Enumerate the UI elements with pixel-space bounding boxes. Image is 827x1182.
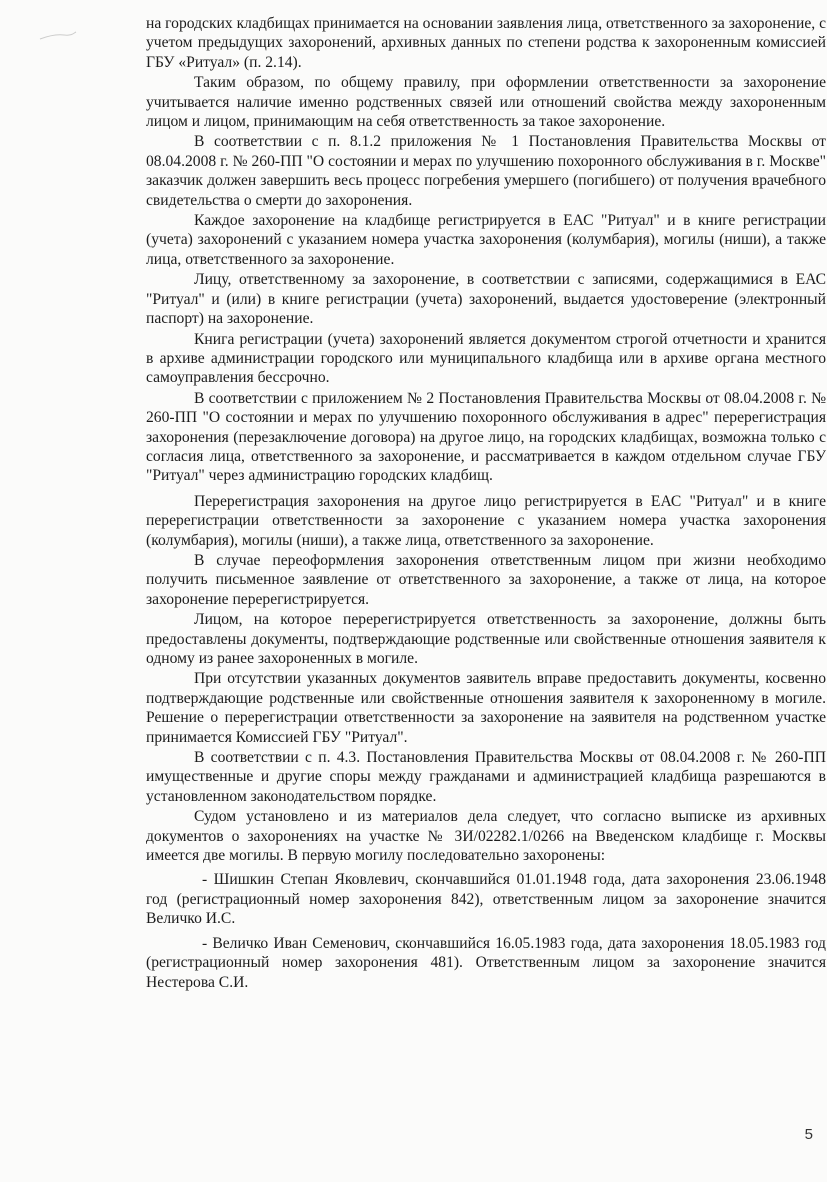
paragraph: Судом установлено и из материалов дела следует, что согласно выписке из архивных документов о захоронениях на участке № ЗИ/02282.1/0266 на Введенском кладбище г. Москвы имеется две могилы. В первую могилу последовательно захоронены: bbox=[146, 808, 826, 865]
paragraph: При отсутствии указанных документов заявитель вправе предоставить документы, косвенно подтверждающие родственные или свойственные отношения заявителя к захороненному в могиле. Решение о перерегистрации ответственности за захоронение на заявителя на родственном участке принимается Комиссией ГБУ "Ритуал". bbox=[146, 670, 826, 746]
paragraph: В случае переоформления захоронения ответственным лицом при жизни необходимо получить письменное заявление от ответственного за захоронение, а также от лица, на которое захоронение перерегистрируется. bbox=[146, 551, 826, 608]
list-item: - Величко Иван Семенович, скончавшийся 16.05.1983 года, дата захоронения 18.05.1983 год (регистрационный номер захоронения 481). Ответственным лицом за захоронение значится Нестерова С.И. bbox=[146, 934, 826, 991]
paragraph: Таким образом, по общему правилу, при оформлении ответственности за захоронение учитывается наличие именно родственных связей или отношений свойства между захороненным лицом и лицом, принимающим на себя ответственность за такое захоронение. bbox=[146, 74, 826, 131]
scan-artifact-icon bbox=[38, 30, 78, 42]
list-item: - Шишкин Степан Яковлевич, скончавшийся 01.01.1948 года, дата захоронения 23.06.1948 год (регистрационный номер захоронения 842), ответственным лицом за захоронение значится Величко И.С. bbox=[146, 871, 826, 928]
paragraph: Лицом, на которое перерегистрируется ответственность за захоронение, должны быть предоставлены документы, подтверждающие родственные или свойственные отношения заявителя к одному из ранее захороненных в могиле. bbox=[146, 611, 826, 667]
page-number: 5 bbox=[804, 1126, 813, 1143]
paragraph: на городских кладбищах принимается на основании заявления лица, ответственного за захоронение, с учетом предыдущих захоронений, архивных данных по степени родства к захороненным комиссией ГБУ «Ритуал» (п. 2.14). bbox=[146, 15, 826, 71]
document-body bbox=[146, 14, 826, 993]
paragraph: Каждое захоронение на кладбище регистрируется в ЕАС "Ритуал" и в книге регистрации (учета) захоронений с указанием номера участка захоронения (колумбария), могилы (ниши), а также лица, ответственного за захоронение. bbox=[146, 212, 826, 268]
paragraph: В соответствии с приложением № 2 Постановления Правительства Москвы от 08.04.2008 г. № 260-ПП "О состоянии и мерах по улучшению похоронного обслуживания в адрес" перерегистрация захоронения (перезаключение договора) на другое лицо, на городских кладбищах, возможна только с согласия лица, ответственного за захоронение, и рассматривается в каждом отдельном случае ГБУ "Ритуал" через администрацию городских кладбищ. bbox=[146, 389, 826, 485]
paragraph: Перерегистрация захоронения на другое лицо регистрируется в ЕАС "Ритуал" и в книге перерегистрации ответственности за захоронение с указанием номера участка захоронения (колумбария), могилы (ниши), а также лица, ответственного за захоронение. bbox=[146, 492, 826, 549]
paragraph: В соответствии с п. 4.3. Постановления Правительства Москвы от 08.04.2008 г. № 260-ПП имущественные и другие споры между гражданами и администрацией кладбища разрешаются в установленном законодательством порядке. bbox=[146, 749, 826, 805]
paragraph: Книга регистрации (учета) захоронений является документом строгой отчетности и хранится в архиве администрации городского или муниципального кладбища или в архиве органа местного самоуправления бессрочно. bbox=[146, 330, 826, 387]
paragraph: В соответствии с п. 8.1.2 приложения № 1 Постановления Правительства Москвы от 08.04.2008 г. № 260-ПП "О состоянии и мерах по улучшению похоронного обслуживания в г. Москве" заказчик должен завершить весь процесс погребения умершего (погибшего) от получения врачебного свидетельства о смерти до захоронения. bbox=[146, 133, 826, 209]
paragraph: Лицу, ответственному за захоронение, в соответствии с записями, содержащимися в ЕАС "Ритуал" и (или) в книге регистрации (учета) захоронений, выдается удостоверение (электронный паспорт) на захоронение. bbox=[146, 271, 826, 328]
